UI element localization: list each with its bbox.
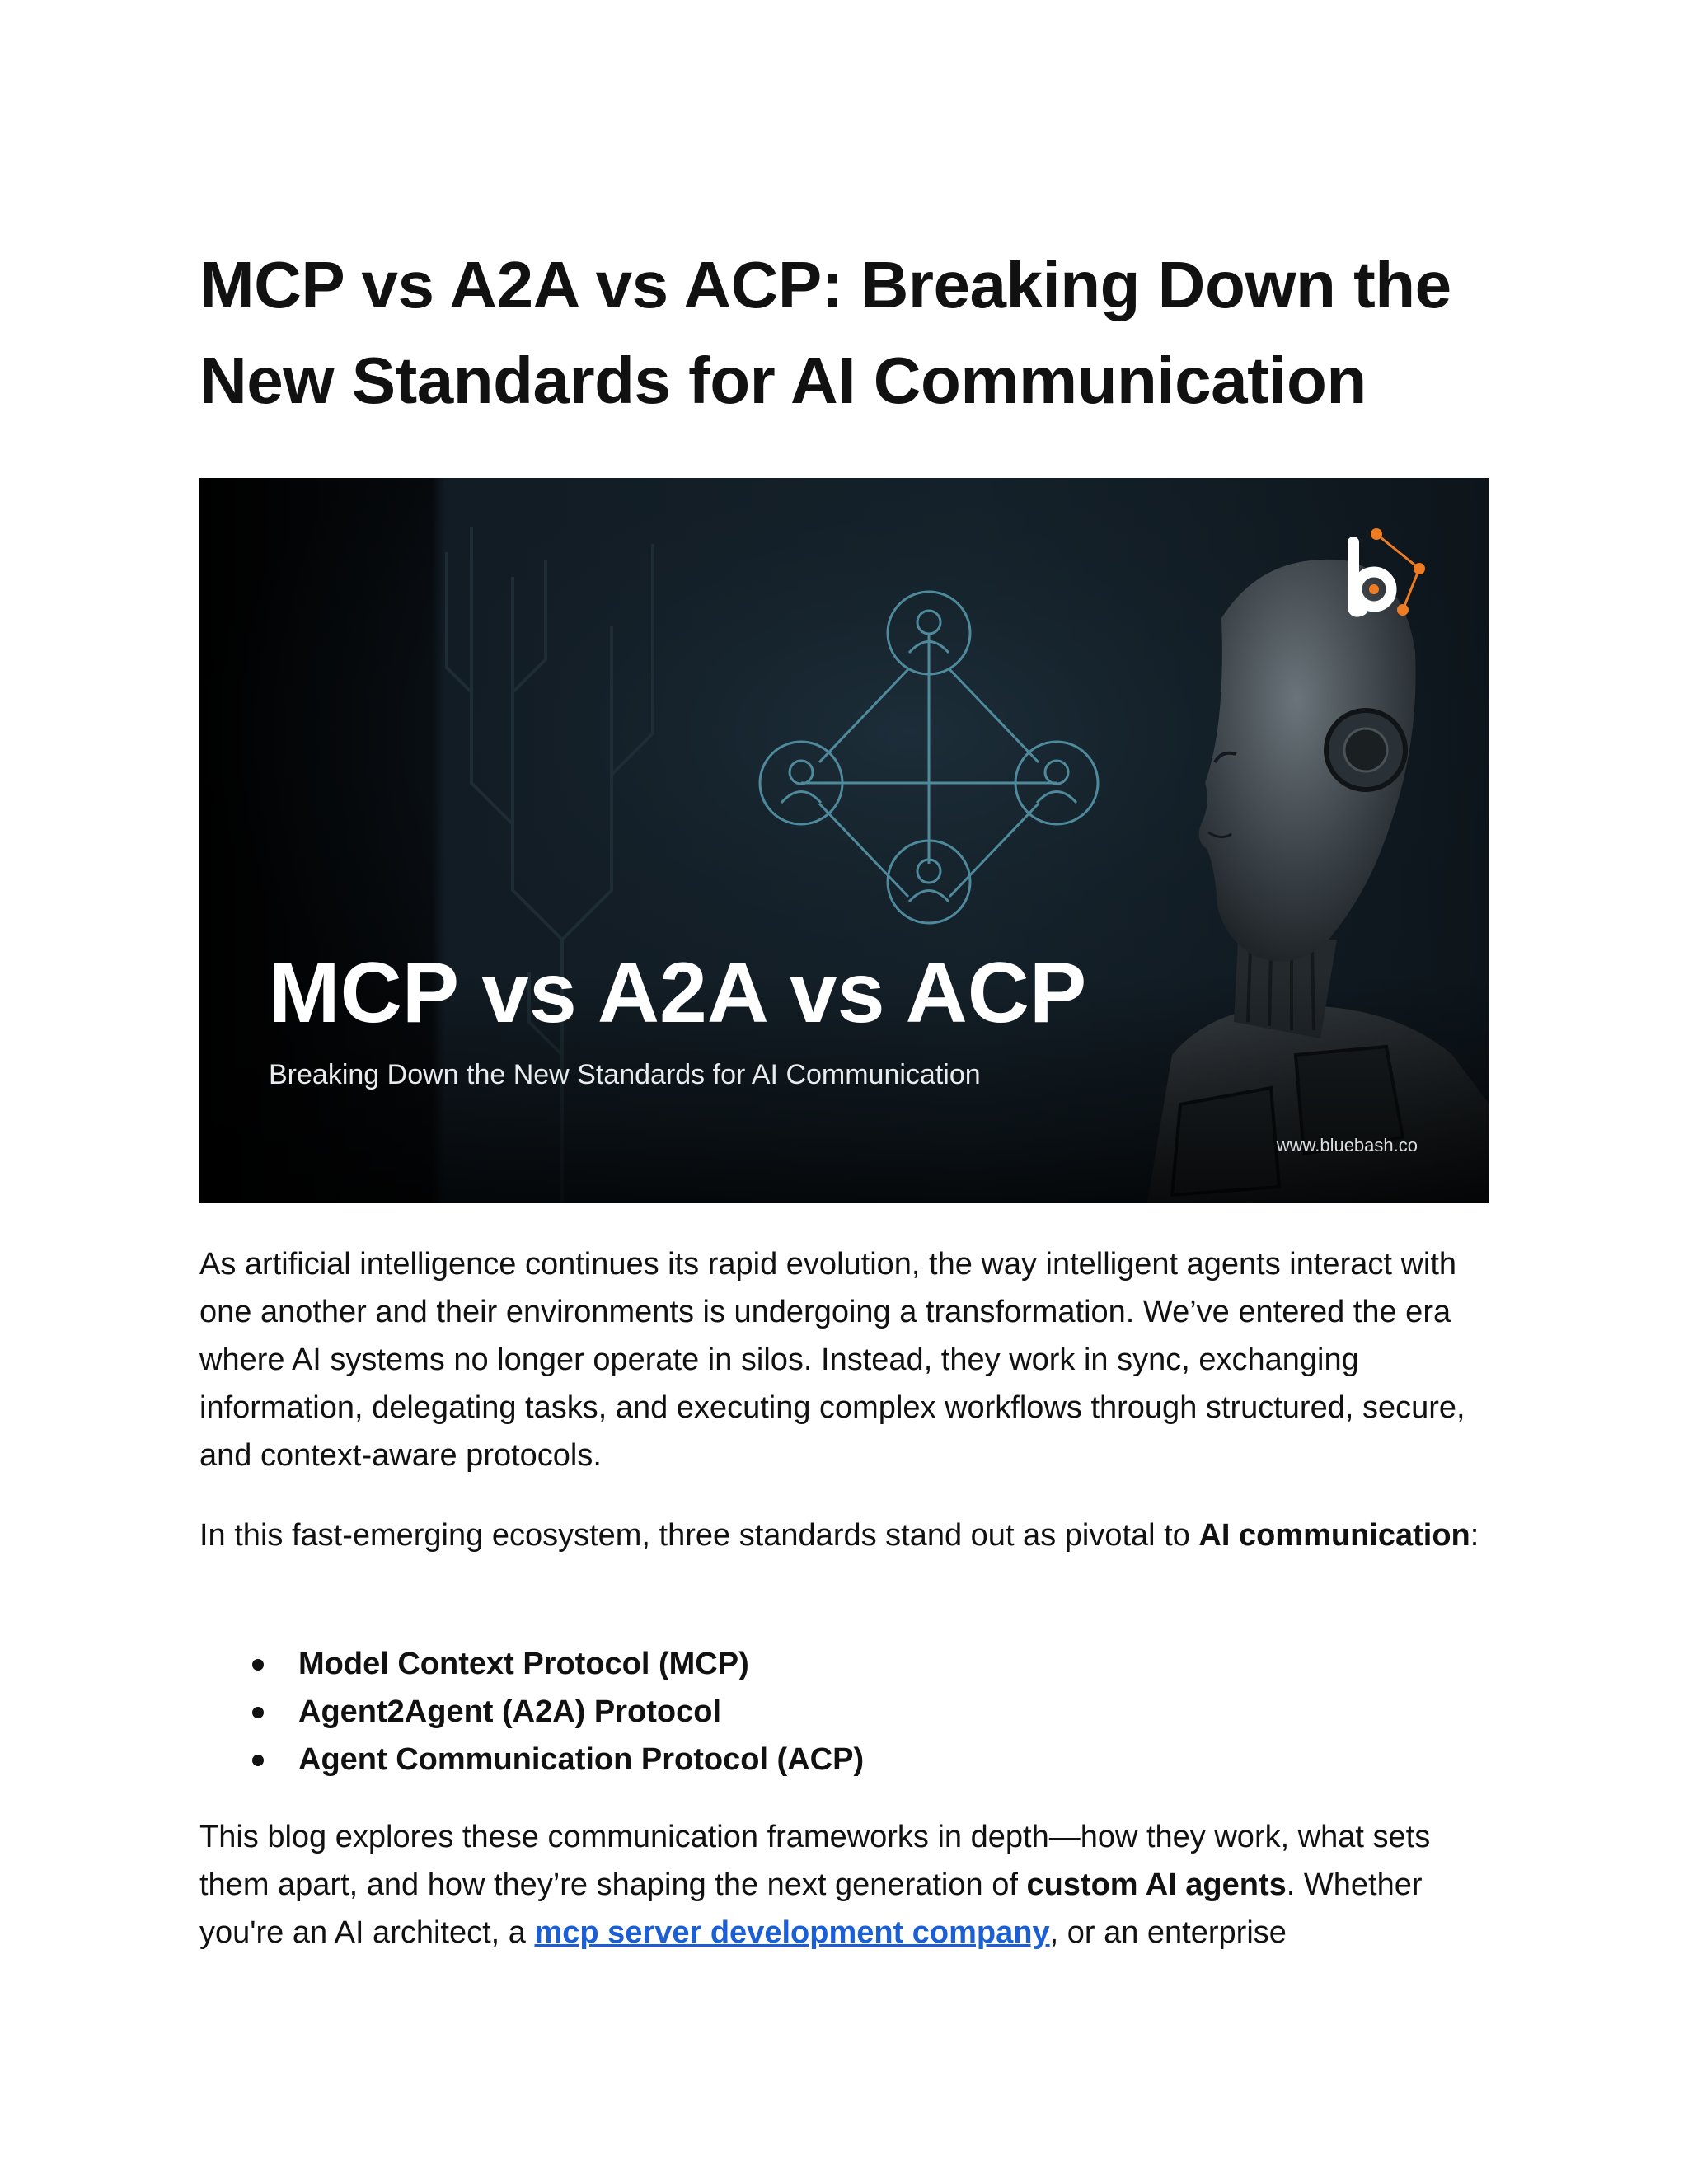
- list-item-label: Model Context Protocol (MCP): [298, 1647, 749, 1681]
- standards-paragraph: [199, 1511, 1489, 1559]
- intro-paragraph: As artificial intelligence continues its rapid evolution, the way intelligent agents interact with one another and their environments is undergoing a transformation. We’ve entered the era where AI systems no longer operate in silos. Instead, they work in sync, exchanging information, delegating tasks, and executing complex workflows through structured, secure, and context-aware protocols.: [199, 1247, 1465, 1473]
- mcp-server-development-company-link[interactable]: mcp server development company: [534, 1915, 1050, 1950]
- bullet-icon: [252, 1707, 264, 1718]
- hero-image: [199, 478, 1489, 1203]
- standards-tail-text: :: [1470, 1518, 1479, 1553]
- bullet-icon: [252, 1659, 264, 1671]
- blog-bold-text: custom AI agents: [1026, 1868, 1287, 1902]
- list-item-label: Agent Communication Protocol (ACP): [298, 1742, 865, 1777]
- list-item: [199, 1640, 1489, 1688]
- hero-illustration: [199, 478, 1489, 1203]
- hero-headline: MCP vs A2A vs ACP: [269, 945, 1087, 1041]
- hero-subheadline: Breaking Down the New Standards for AI Communication: [269, 1059, 981, 1090]
- standards-bold-text: AI communication: [1198, 1518, 1470, 1553]
- standards-list: [199, 1640, 1489, 1783]
- bullet-icon: [252, 1755, 264, 1766]
- list-item-label: Agent2Agent (A2A) Protocol: [298, 1694, 721, 1729]
- blog-text-part3: , or an enterprise: [1049, 1915, 1287, 1950]
- list-item: [199, 1736, 1489, 1783]
- blog-text-part2: . Whether you're an AI architect, a: [199, 1868, 1423, 1950]
- standards-lead-text: In this fast-emerging ecosystem, three standards stand out as pivotal to: [199, 1518, 1199, 1553]
- blog-paragraph: [199, 1813, 1489, 1957]
- hero-website: www.bluebash.co: [1276, 1135, 1418, 1155]
- blog-text-part1: This blog explores these communication frameworks in depth—how they work, what sets them apart, and how they’re shaping the next generation of: [199, 1820, 1431, 1902]
- list-item: [199, 1688, 1489, 1736]
- page-title: MCP vs A2A vs ACP: Breaking Down the New Standards for AI Communication: [199, 248, 1451, 417]
